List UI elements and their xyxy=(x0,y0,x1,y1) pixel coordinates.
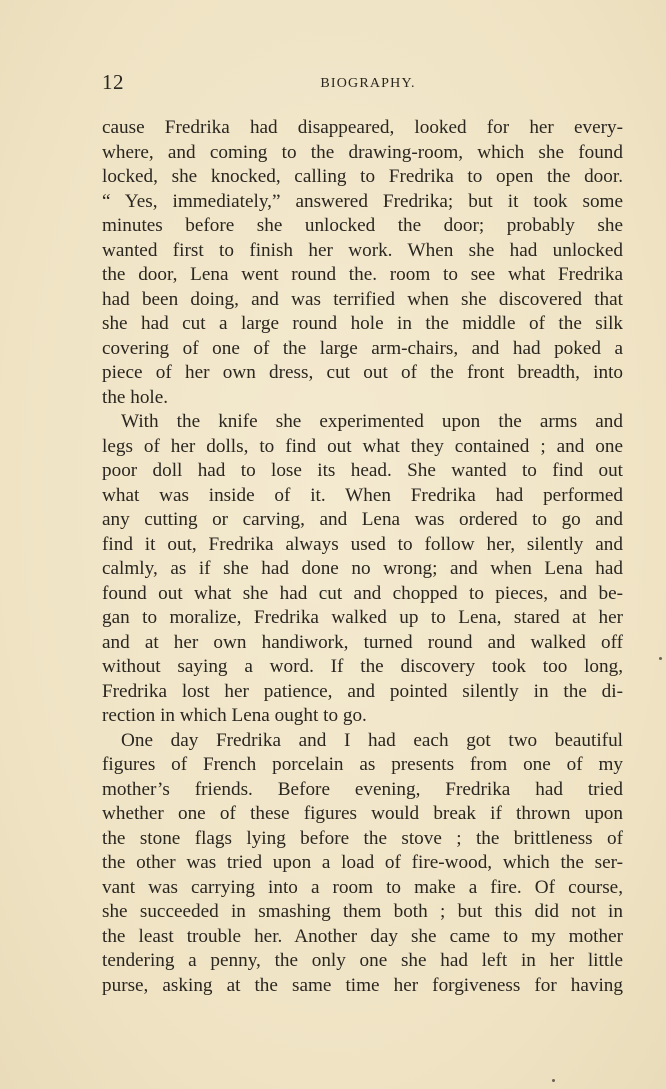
text-line: cause Fredrika had disappeared, looked for her every- xyxy=(102,117,623,138)
paper-speck xyxy=(659,657,662,660)
text-line: mother’s friends. Before evening, Fredrika had tried xyxy=(102,778,623,800)
text-line: find it out, Fredrika always used to follow her, silently and xyxy=(102,533,623,555)
paragraph-first-line: With the knife she experimented upon the arms and xyxy=(121,411,623,432)
text-line: where, and coming to the drawing-room, which she found xyxy=(102,141,623,163)
text-line: Fredrika lost her patience, and pointed silently in the di- xyxy=(102,680,623,702)
text-line: wanted first to finish her work. When she had unlocked xyxy=(102,239,623,261)
text-line: without saying a word. If the discovery took too long, xyxy=(102,656,623,677)
text-line: the least trouble her. Another day she came to my mother xyxy=(102,925,623,947)
body-text xyxy=(102,116,623,998)
text-line: purse, asking at the same time her forgiveness for having xyxy=(102,974,623,996)
text-line: whether one of these figures would break if thrown upon xyxy=(102,803,623,824)
text-line: figures of French porcelain as presents from one of my xyxy=(102,754,623,775)
text-line: vant was carrying into a room to make a fire. Of course, xyxy=(102,876,623,898)
text-line: legs of her dolls, to find out what they contained ; and one xyxy=(102,435,623,457)
text-line: covering of one of the large arm-chairs, and had poked a xyxy=(102,337,623,359)
text-line: minutes before she unlocked the door; probably she xyxy=(102,215,623,236)
text-line: the door, Lena went round the. room to see what Fredrika xyxy=(102,264,623,285)
text-line: piece of her own dress, cut out of the front breadth, into xyxy=(102,362,623,383)
text-line: she had cut a large round hole in the middle of the silk xyxy=(102,313,623,334)
text-line: what was inside of it. When Fredrika had performed xyxy=(102,484,623,506)
text-line: found out what she had cut and chopped to pieces, and be- xyxy=(102,582,623,604)
text-line: tendering a penny, the only one she had left in her little xyxy=(102,950,623,971)
text-line: poor doll had to lose its head. She wanted to find out xyxy=(102,460,623,481)
paragraph-first-line: One day Fredrika and I had each got two beautiful xyxy=(121,729,623,751)
text-line: any cutting or carving, and Lena was ordered to go and xyxy=(102,509,623,530)
text-line: had been doing, and was terrified when she discovered that xyxy=(102,288,623,310)
text-line: calmly, as if she had done no wrong; and when Lena had xyxy=(102,558,623,579)
text-line: the stone flags lying before the stove ; the brittleness of xyxy=(102,827,623,849)
text-line: gan to moralize, Fredrika walked up to Lena, stared at her xyxy=(102,607,623,628)
paper-speck xyxy=(552,1079,555,1082)
text-line: and at her own handiwork, turned round and walked off xyxy=(102,631,623,653)
text-line: she succeeded in smashing them both ; but this did not in xyxy=(102,901,623,922)
page-header xyxy=(102,70,622,100)
text-line: “ Yes, immediately,” answered Fredrika; but it took some xyxy=(102,190,623,212)
text-line: the other was tried upon a load of fire-wood, which the ser- xyxy=(102,852,623,873)
text-line: locked, she knocked, calling to Fredrika to open the door. xyxy=(102,166,623,187)
page-number: 12 xyxy=(102,70,124,94)
text-line: rection in which Lena ought to go. xyxy=(102,705,367,726)
running-head: BIOGRAPHY. xyxy=(320,76,416,91)
text-line: the hole. xyxy=(102,386,169,408)
